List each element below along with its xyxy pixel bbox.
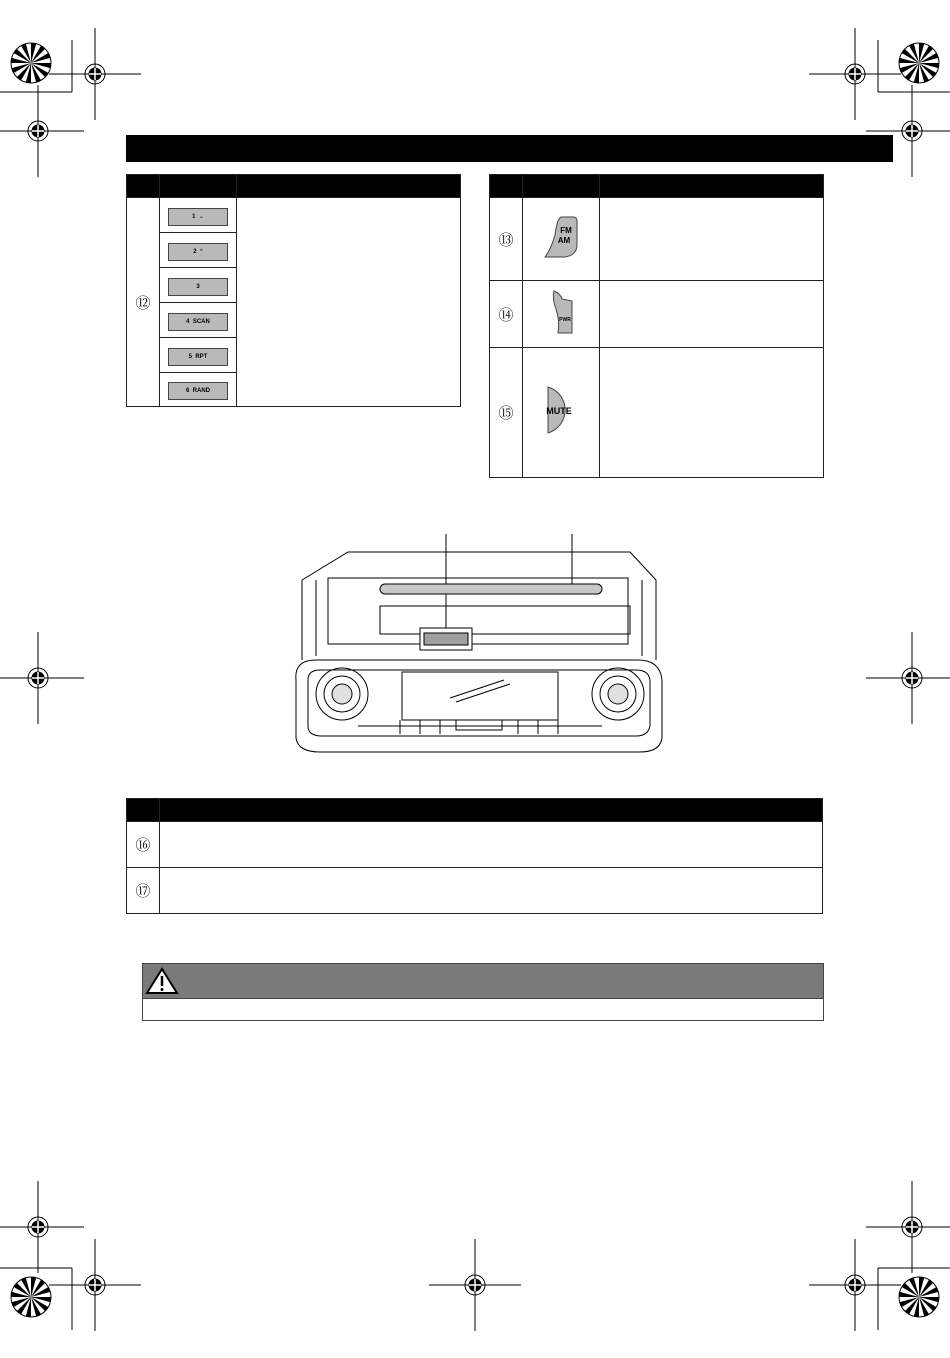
pwr-description (600, 281, 824, 348)
svg-text:AM: AM (557, 235, 571, 245)
registration-crosshair (866, 1181, 950, 1273)
sunburst-mark (11, 1277, 51, 1317)
preset-button-3: 3 (168, 278, 228, 296)
preset-button-3-cell (160, 268, 237, 303)
preset-button-1-cell (160, 198, 237, 233)
left-table-header (127, 175, 461, 198)
fm-am-button-cell (523, 198, 600, 281)
mute-button-icon (544, 385, 578, 435)
right-table-header (490, 175, 824, 198)
fm-am-button-icon (541, 215, 581, 259)
bottom-table-header (127, 799, 823, 822)
bottom-feature-table (126, 798, 823, 914)
registration-crosshair (49, 1239, 141, 1331)
head-unit-illustration (290, 530, 670, 760)
registration-crosshair (0, 632, 84, 724)
row-number-16: ⑯ (127, 822, 160, 868)
row-16-description (160, 822, 823, 868)
preset-button-2-cell (160, 233, 237, 268)
sunburst-mark (11, 43, 51, 83)
row-number-14: ⑭ (490, 281, 523, 348)
sunburst-mark (899, 1277, 939, 1317)
pwr-button-icon (546, 289, 576, 335)
mute-button-cell (523, 348, 600, 478)
caution-box (142, 963, 824, 1021)
mute-description (600, 348, 824, 478)
svg-text:PWR: PWR (559, 316, 571, 323)
preset-button-1: 1 ⌄ (168, 208, 228, 226)
left-description-cell (237, 198, 461, 407)
right-button-table (489, 174, 824, 478)
preset-button-4-cell (160, 303, 237, 338)
row-number-13: ⑬ (490, 198, 523, 281)
svg-text:MUTE: MUTE (546, 406, 572, 416)
registration-crosshair (866, 85, 950, 177)
preset-button-4: 4 SCAN (168, 313, 228, 331)
preset-button-5-cell (160, 338, 237, 373)
row-number-12: ⑫ (127, 198, 160, 407)
svg-text:FM: FM (560, 225, 572, 235)
preset-button-6: 6 RAND (168, 382, 228, 400)
registration-crosshair (0, 1181, 84, 1273)
fm-am-description (600, 198, 824, 281)
sunburst-mark (899, 43, 939, 83)
row-17-description (160, 868, 823, 914)
pwr-button-cell (523, 281, 600, 348)
warning-triangle-icon (145, 967, 179, 995)
registration-crosshair (809, 1239, 901, 1331)
row-number-17: ⑰ (127, 868, 160, 914)
registration-crosshair (49, 28, 141, 120)
left-button-table (126, 174, 461, 407)
preset-button-5: 5 RPT (168, 348, 228, 366)
section-title-bar (126, 135, 893, 162)
preset-button-2: 2 ^ (168, 243, 228, 261)
registration-crosshair (0, 85, 84, 177)
registration-crosshair (866, 632, 950, 724)
caution-header (143, 964, 823, 999)
preset-button-6-cell (160, 373, 237, 407)
registration-crosshair (809, 28, 901, 120)
row-number-15: ⑮ (490, 348, 523, 478)
registration-crosshair (429, 1239, 521, 1331)
